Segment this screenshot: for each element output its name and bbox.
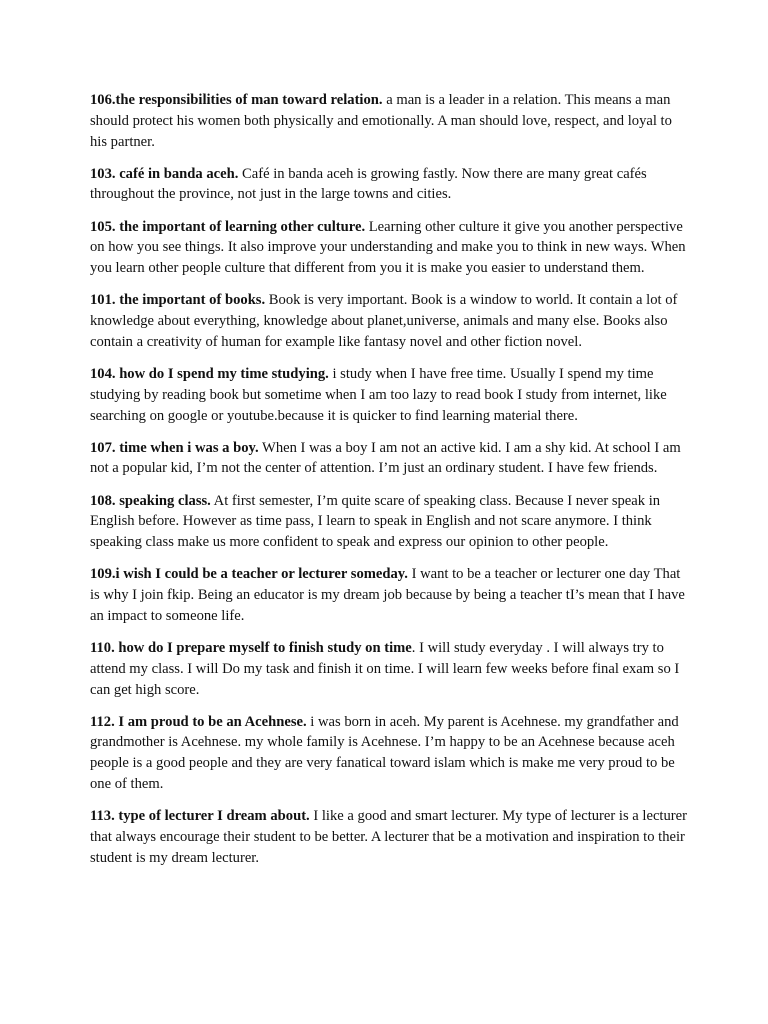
paragraph-105 [90,217,690,279]
paragraph-109 [90,564,690,626]
paragraph-body: Café in banda aceh is growing fastly. Now there are many great cafés throughout the province, not just in the large towns and cities. [90,165,647,203]
paragraph-heading: 101. the important of books. [90,292,266,309]
paragraph-101 [90,290,690,352]
paragraph-body: Book is very important. Book is a window to world. It contain a lot of knowledge about everything, knowledge about planet,universe, animals and many else. Books also contain a creativity of human for example like fantasy novel and other fiction novel. [90,292,678,350]
paragraph-heading: 104. how do I spend my time studying. [90,365,329,382]
paragraph-heading: 109.i wish I could be a teacher or lecturer someday. [90,566,408,583]
paragraph-body: i study when I have free time. Usually I spend my time studying by reading book but sometime when I am too lazy to read book I study from internet, like searching on google or youtube.because it is quicker to find learning material there. [90,365,667,424]
paragraph-heading: 106.the responsibilities of man toward relation. [90,92,383,108]
paragraph-body: Learning other culture it give you another perspective on how you see things. It also improve your understanding and make you to think in new ways. When you learn other people culture that different from you it is make you easier to understand them. [90,218,686,277]
document-page [90,90,690,880]
paragraph-body: . I will study everyday . I will always try to attend my class. I will Do my task and finish it on time. I will learn few weeks before final exam so I can get high score. [90,639,680,698]
paragraph-heading: 105. the important of learning other culture. [90,218,366,235]
paragraph-104 [90,364,690,426]
paragraph-108 [90,491,690,553]
paragraph-body: i was born in aceh. My parent is Acehnese. my grandfather and grandmother is Acehnese. my whole family is Acehnese. I’m happy to be an Acehnese because aceh people is a good people and they are very fanatical toward islam which is make me very proud to be one of them. [90,713,679,792]
paragraph-heading: 110. how do I prepare myself to finish study on time [90,639,412,656]
paragraph-110 [90,638,690,700]
paragraph-113 [90,806,690,868]
paragraph-106 [90,90,690,152]
paragraph-body: I like a good and smart lecturer. My type of lecturer is a lecturer that always encourage their student to be better. A lecturer that be a motivation and inspiration to their student is my dream lecturer. [90,808,687,866]
paragraph-heading: 112. I am proud to be an Acehnese. [90,713,307,730]
paragraph-body: At first semester, I’m quite scare of speaking class. Because I never speak in English before. However as time pass, I learn to speak in English and not scare anymore. I think speaking class make us more confident to speak and express our opinion to other people. [90,492,661,551]
paragraph-body: When I was a boy I am not an active kid. I am a shy kid. At school I am not a popular kid, I’m not the center of attention. I’m just an ordinary student. I have few friends. [90,439,681,477]
paragraph-107 [90,438,690,480]
paragraph-heading: 107. time when i was a boy. [90,439,259,456]
paragraph-heading: 108. speaking class. [90,492,211,509]
paragraph-body: a man is a leader in a relation. This means a man should protect his women both physically and emotionally. A man should love, respect, and loyal to his partner. [90,92,672,150]
paragraph-body: I want to be a teacher or lecturer one day That is why I join fkip. Being an educator is my dream job because by being a teacher tI’s mean that I have an impact to someone life. [90,566,685,624]
paragraph-heading: 113. type of lecturer I dream about. [90,808,310,825]
paragraph-heading: 103. café in banda aceh. [90,165,239,182]
paragraph-112 [90,712,690,795]
paragraph-103 [90,164,690,206]
